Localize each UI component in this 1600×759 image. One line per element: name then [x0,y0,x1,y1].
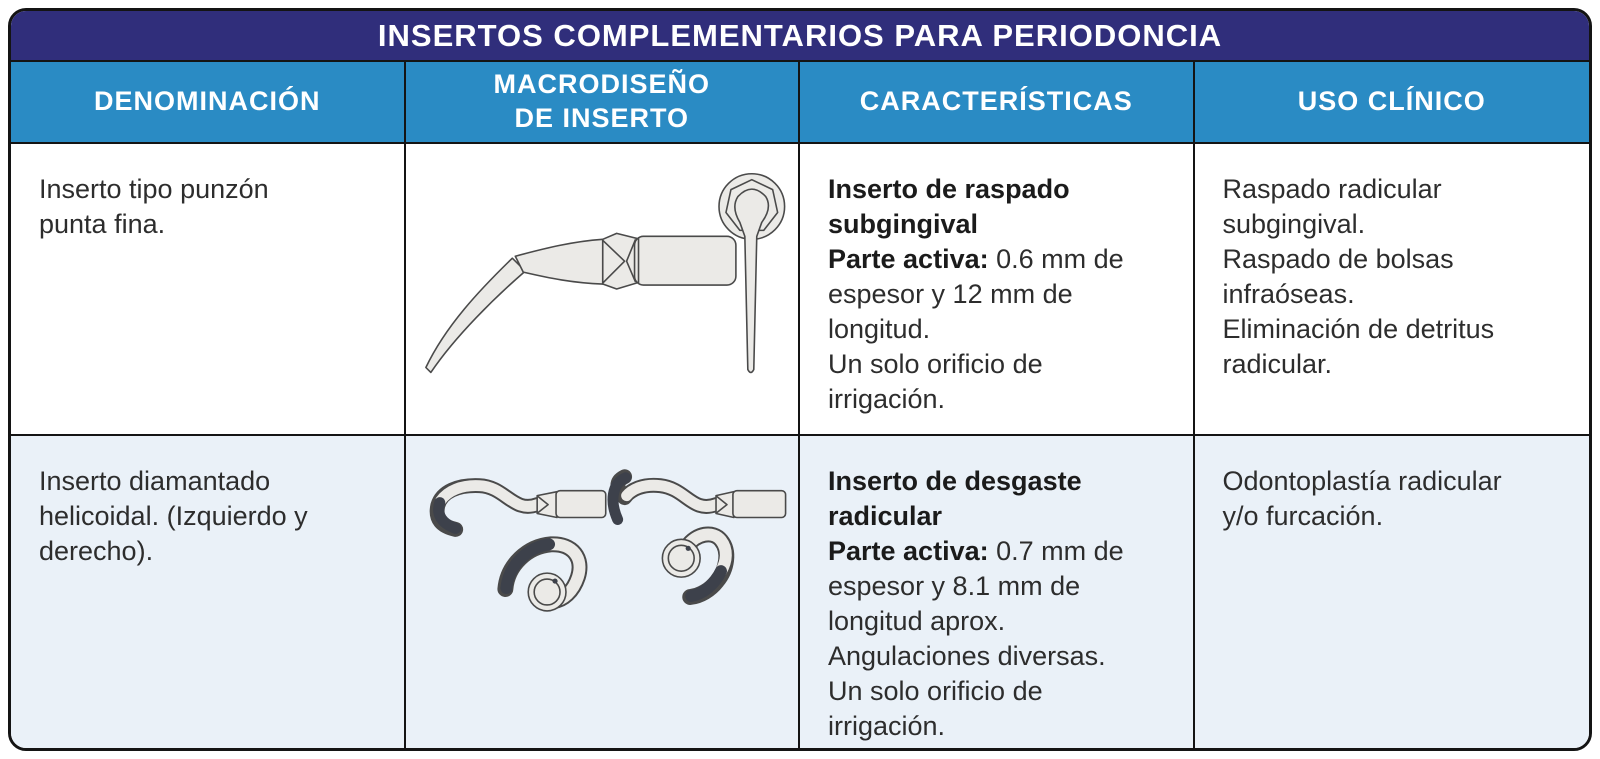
table-row-2 [11,436,1589,751]
cell-macrodiseno-row1 [406,144,801,434]
cell-caracteristicas-row1 [800,144,1195,434]
text-line: irrigación. [828,384,946,414]
column-header-macrodiseno [406,62,801,142]
text-line: radicular. [1222,349,1333,379]
text-line: punta fina. [39,209,166,239]
column-header-row [11,62,1589,144]
text-line: Angulaciones diversas. [828,641,1106,671]
cell-denominacion-row2 [11,436,406,751]
text-line: radicular [828,501,943,531]
column-header-denominacion [11,62,406,142]
text-line: espesor y 8.1 mm de [828,571,1081,601]
pointed-tip-insert-illustration [406,144,799,434]
column-header-label: USO CLÍNICO [1297,86,1486,117]
table-frame [8,8,1592,751]
text-line: Inserto de raspado [828,174,1070,204]
text-line: subgingival. [1222,209,1366,239]
parte-activa-value: 0.6 mm de [988,244,1124,274]
text-line: Eliminación de detritus [1222,314,1495,344]
column-header-label: MACRODISEÑO [493,69,710,100]
column-header-uso-clinico [1195,62,1590,142]
text-line: irrigación. [828,711,946,741]
text-line: Odontoplastía radicular [1222,466,1502,496]
column-header-label: DE INSERTO [514,103,690,133]
text-line: y/o furcación. [1222,501,1384,531]
table-row-1 [11,144,1589,436]
helical-diamond-inserts-illustration [406,436,799,751]
text-line: derecho). [39,536,154,566]
text-line: Un solo orificio de [828,676,1043,706]
table-title-bar [11,11,1589,62]
text-line: infraóseas. [1222,279,1355,309]
parte-activa-value: 0.7 mm de [988,536,1124,566]
text-line: Inserto tipo punzón [39,174,269,204]
cell-uso-clinico-row2 [1195,436,1590,751]
cell-macrodiseno-row2 [406,436,801,751]
text-line: longitud aprox. [828,606,1006,636]
text-line [828,242,1169,277]
parte-activa-label: Parte activa: [828,536,989,566]
text-line: subgingival [828,209,979,239]
text-line: Inserto de desgaste [828,466,1082,496]
table-title: INSERTOS COMPLEMENTARIOS PARA PERIODONCIA [377,17,1223,53]
text-line: Inserto diamantado [39,466,271,496]
parte-activa-label: Parte activa: [828,244,989,274]
text-line: Raspado radicular [1222,174,1442,204]
text-line: longitud. [828,314,931,344]
text-line [828,534,1169,569]
text-line: espesor y 12 mm de [828,279,1073,309]
cell-caracteristicas-row2 [800,436,1195,751]
column-header-label: DENOMINACIÓN [94,86,321,117]
cell-denominacion-row1 [11,144,406,434]
text-line: helicoidal. (Izquierdo y [39,501,308,531]
text-line: Un solo orificio de [828,349,1043,379]
text-line: Raspado de bolsas [1222,244,1454,274]
column-header-label: CARACTERÍSTICAS [859,86,1133,117]
column-header-caracteristicas [800,62,1195,142]
cell-uso-clinico-row1 [1195,144,1590,434]
